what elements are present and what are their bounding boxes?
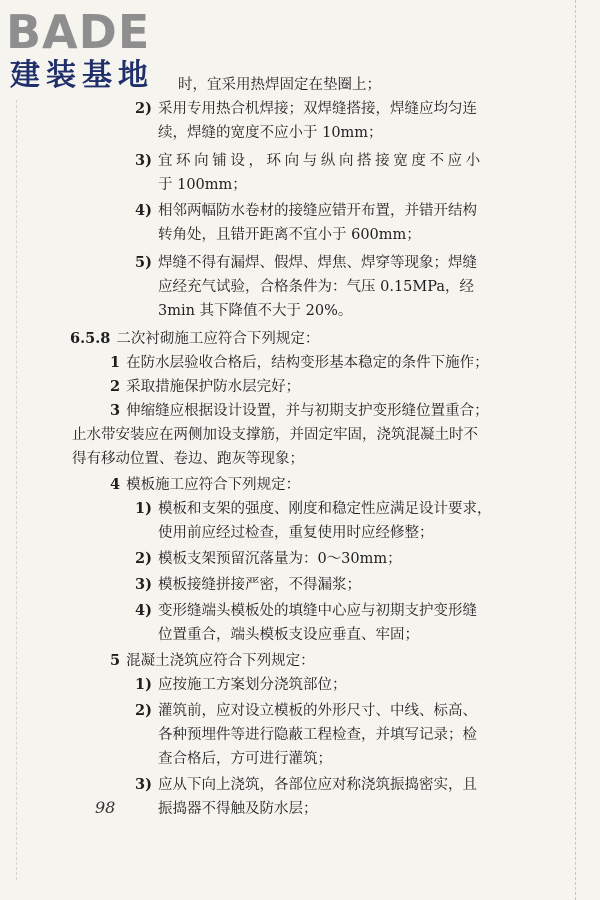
clause — [110, 650, 315, 672]
item-text-cont: 应经充气试验，合格条件为：气压 0.15MPa，经 — [158, 279, 474, 295]
list-item — [135, 98, 477, 120]
item-number: 4) — [135, 602, 152, 619]
list-item — [135, 548, 402, 570]
page-number: 98 — [95, 798, 116, 817]
item-text: 相邻两幅防水卷材的接缝应错开布置，并错开结构 — [157, 203, 477, 219]
item-text: 变形缝端头模板处的填缝中心应与初期支护变形缝 — [157, 603, 477, 619]
list-item — [135, 674, 346, 696]
clause-text: 模板施工应符合下列规定： — [126, 477, 301, 493]
section-number: 6.5.8 — [70, 330, 111, 347]
item-text-cont: 振捣器不得触及防水层； — [158, 801, 318, 817]
item-number: 3) — [135, 576, 152, 593]
item-text: 模板接缝拼接严密，不得漏浆； — [157, 577, 361, 593]
item-number: 3) — [135, 152, 152, 169]
item-number: 1) — [135, 676, 152, 693]
item-number: 2) — [135, 550, 152, 567]
clause-text: 在防水层验收合格后，结构变形基本稳定的条件下施作； — [126, 355, 489, 371]
item-text: 应从下向上浇筑，各部位应对称浇筑振捣密实，且 — [157, 777, 477, 793]
clause-text-cont: 得有移动位置、卷边、跑灰等现象； — [72, 451, 304, 467]
clause-text-cont: 止水带安装应在两侧加设支撑筋，并固定牢固，浇筑混凝土时不 — [72, 427, 478, 443]
item-number: 1) — [135, 500, 152, 517]
item-text: 模板支架预留沉落量为：0～30mm； — [157, 551, 402, 567]
item-text-cont: 各种预埋件等进行隐蔽工程检查，并填写记录；检 — [158, 727, 477, 743]
list-item — [135, 700, 477, 722]
watermark-logo — [6, 4, 176, 92]
section-heading — [70, 328, 319, 350]
item-text-cont: 查合格后，方可进行灌筑； — [158, 751, 332, 767]
item-text-cont: 3min 其下降值不大于 20%。 — [158, 303, 353, 319]
item-text: 应按施工方案划分浇筑部位； — [157, 677, 347, 693]
clause — [110, 474, 300, 496]
clause-number: 2 — [110, 378, 121, 395]
clause — [110, 376, 300, 398]
section-title: 二次衬砌施工应符合下列规定： — [116, 331, 320, 347]
logo-subtitle: 建装基地 — [10, 58, 154, 93]
clause — [110, 352, 489, 374]
clause-number: 4 — [110, 476, 121, 493]
item-text: 模板和支架的强度、刚度和稳定性应满足设计要求， — [157, 501, 492, 517]
list-item — [135, 252, 477, 274]
item-text-cont: 续，焊缝的宽度不应小于 10mm； — [158, 125, 383, 141]
item-text: 焊缝不得有漏焊、假焊、焊焦、焊穿等现象；焊缝 — [157, 255, 477, 271]
list-item — [135, 150, 484, 172]
clause — [110, 400, 489, 422]
item-text-cont: 位置重合，端头模板支设应垂直、牢固； — [158, 627, 419, 643]
continuation-line: 时，宜采用热焊固定在垫圈上； — [178, 77, 381, 93]
list-item — [135, 600, 477, 622]
item-text: 宜环向铺设，环向与纵向搭接宽度不应小 — [157, 153, 484, 169]
list-item — [135, 574, 361, 596]
list-item — [135, 200, 477, 222]
page-edge-left — [16, 100, 18, 880]
page-edge-right — [574, 0, 576, 900]
item-text-cont: 于 100mm； — [158, 177, 247, 193]
clause-number: 3 — [110, 402, 121, 419]
clause-number: 1 — [110, 354, 121, 371]
item-number: 3) — [135, 776, 152, 793]
item-number: 5) — [135, 254, 152, 271]
clause-text: 伸缩缝应根据设计设置，并与初期支护变形缝位置重合； — [126, 403, 489, 419]
list-item — [135, 774, 477, 796]
item-number: 2) — [135, 100, 152, 117]
item-text: 采用专用热合机焊接；双焊缝搭接，焊缝应均匀连 — [157, 101, 477, 117]
clause-number: 5 — [110, 652, 121, 669]
logo-brand: BADE — [6, 5, 151, 59]
clause-text: 采取措施保护防水层完好； — [126, 379, 301, 395]
item-number: 4) — [135, 202, 152, 219]
item-text: 灌筑前，应对设立模板的外形尺寸、中线、标高、 — [157, 703, 477, 719]
list-item — [135, 498, 491, 520]
item-number: 2) — [135, 702, 152, 719]
item-text-cont: 使用前应经过检查，重复使用时应经修整； — [158, 525, 434, 541]
item-text-cont: 转角处，且错开距离不宜小于 600mm； — [158, 227, 421, 243]
clause-text: 混凝土浇筑应符合下列规定： — [126, 653, 315, 669]
